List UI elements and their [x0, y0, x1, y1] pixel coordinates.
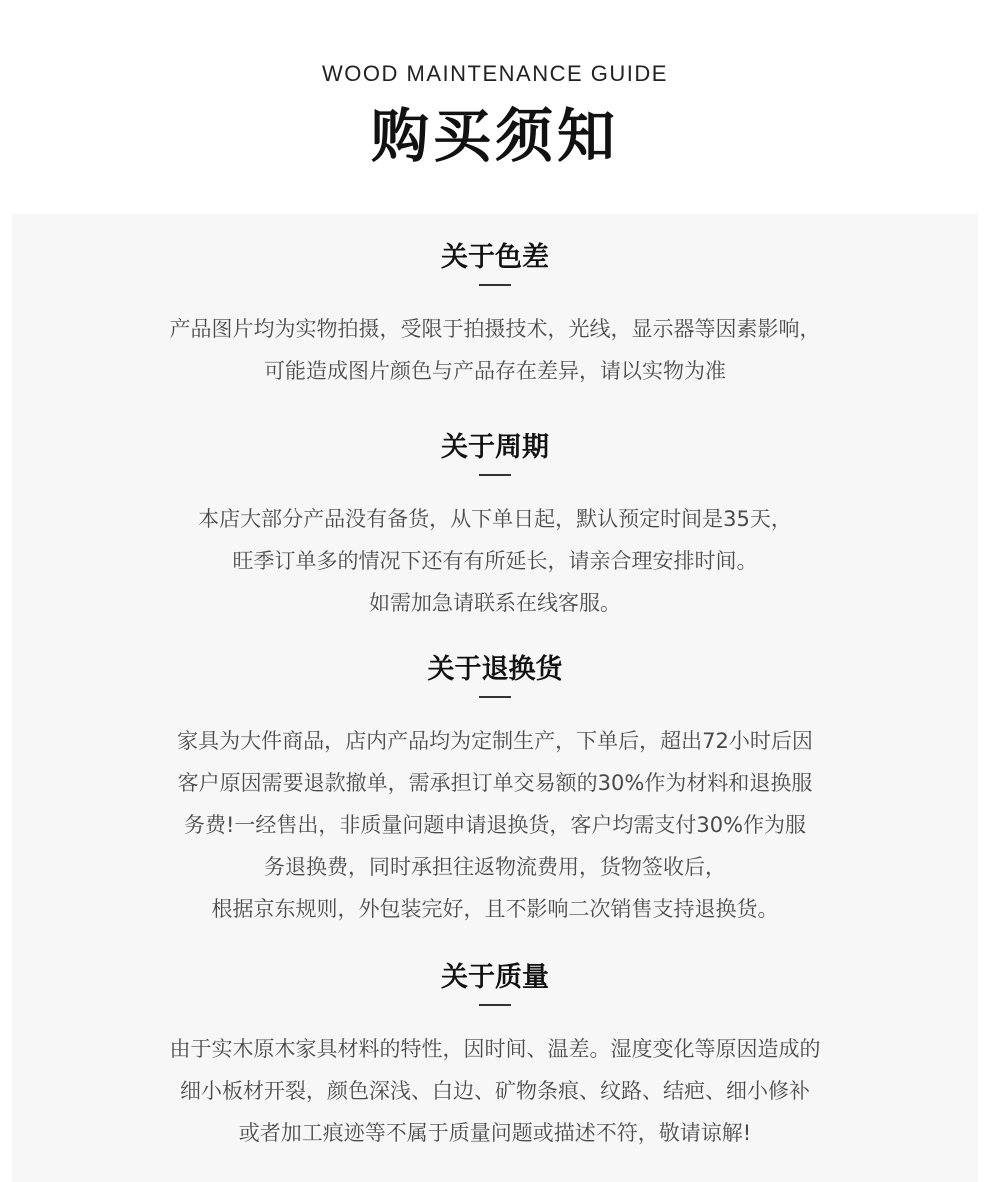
section-text-line: 根据京东规则，外包装完好，且不影响二次销售支持退换货。	[211, 897, 779, 921]
section-heading: 关于周期	[441, 432, 549, 463]
section-text-line: 务退换费，同时承担往返物流费用，货物签收后，	[264, 855, 726, 879]
section-body	[12, 720, 978, 930]
section-heading: 关于退换货	[427, 654, 563, 685]
section-text-line: 如需加急请联系在线客服。	[369, 591, 621, 615]
section-body	[12, 308, 978, 392]
heading-divider	[479, 284, 511, 286]
section-body	[12, 1028, 978, 1154]
section-text-line: 家具为大件商品，店内产品均为定制生产，下单后，超出72小时后因	[177, 729, 813, 753]
heading-divider	[479, 474, 511, 476]
section-text-line: 旺季订单多的情况下还有有所延长，请亲合理安排时间。	[232, 549, 758, 573]
section-text-line: 本店大部分产品没有备货，从下单日起，默认预定时间是35天，	[198, 507, 792, 531]
section-heading: 关于质量	[441, 962, 549, 993]
section-text-line: 务费!一经售出，非质量问题申请退换货，客户均需支付30%作为服	[183, 813, 807, 837]
section-text-line: 或者加工痕迹等不属于质量问题或描述不符，敬请谅解!	[238, 1121, 752, 1145]
section-delivery-period	[12, 430, 978, 624]
section-text-line: 由于实木原木家具材料的特性，因时间、温差。湿度变化等原因造成的	[169, 1037, 821, 1061]
page-subtitle: WOOD MAINTENANCE GUIDE	[322, 61, 668, 86]
section-text-line: 产品图片均为实物拍摄，受限于拍摄技术，光线，显示器等因素影响，	[169, 317, 821, 341]
page-header	[0, 0, 990, 214]
section-quality	[12, 960, 978, 1154]
section-text-line: 客户原因需要退款撤单，需承担订单交易额的30%作为材料和退换服	[177, 771, 813, 795]
page-title: 购买须知	[370, 102, 619, 170]
heading-divider	[479, 696, 511, 698]
heading-divider	[479, 1004, 511, 1006]
section-heading: 关于色差	[441, 242, 549, 273]
section-text-line: 细小板材开裂，颜色深浅、白边、矿物条痕、纹路、结疤、细小修补	[180, 1079, 810, 1103]
notice-panel	[12, 214, 978, 1182]
section-body	[12, 498, 978, 624]
section-returns	[12, 652, 978, 930]
section-text-line: 可能造成图片颜色与产品存在差异，请以实物为准	[264, 359, 726, 383]
section-color-difference	[12, 240, 978, 392]
